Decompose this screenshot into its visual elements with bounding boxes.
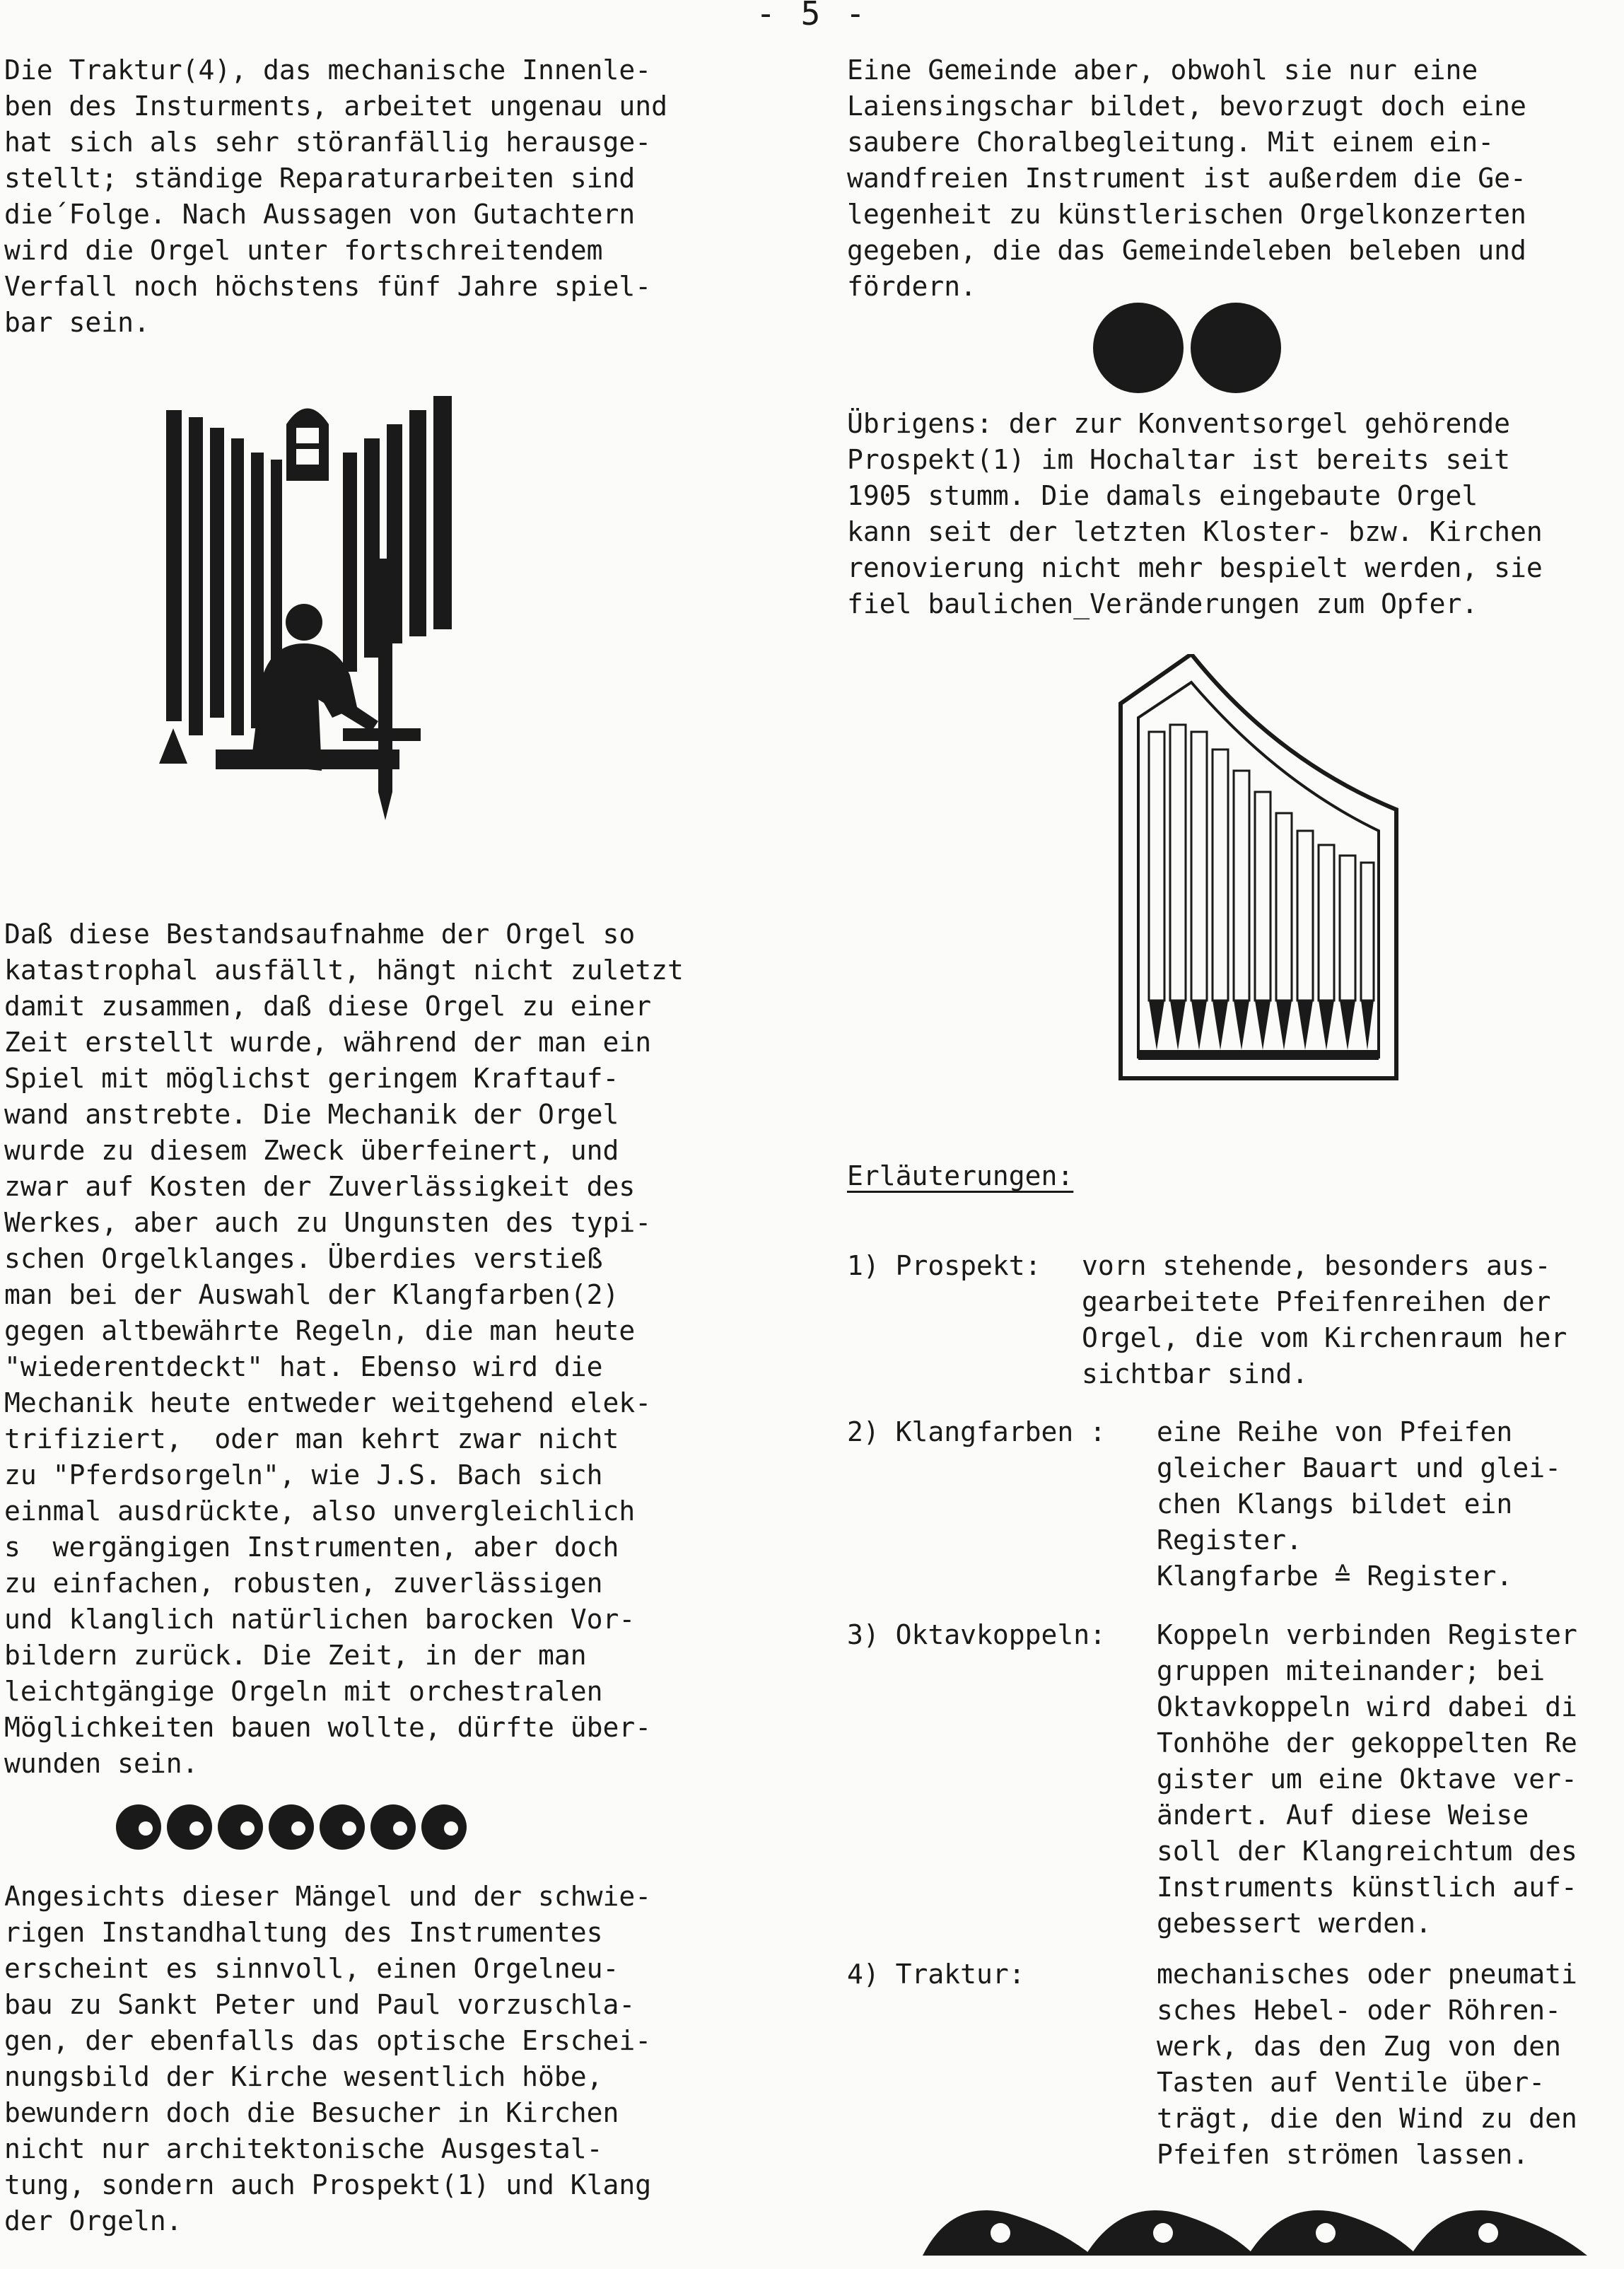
- glossary-term-1: 1) Prospekt:: [847, 1250, 1041, 1281]
- glossary-heading: Erläuterungen:: [847, 1160, 1074, 1191]
- left-paragraph-2: Daß diese Bestandsaufnahme der Orgel so katastrophal ausfällt, hängt nicht zuletzt damit zusammen, daß diese Orgel zu einer Zeit erstellt wurde, während der man ein Spiel mit möglichst geringem Kraftauf- wand anstrebte. Die Mechanik der Orgel wurde zu diesem Zweck überfeinert, und zwar auf Kosten der Zuverlässigkeit des Werkes, aber auch zu Ungunsten des typi- schen Orgelklanges. Überdies verstieß man bei der Auswahl der Klangfarben(2) gegen altbewährte Regeln, die man heute "wiederentdeckt" hat. Ebenso wird die Mechanik heute entweder weitgehend elek- trifiziert, oder man kehrt zwar nicht zu "Pferdsorgeln", wie J.S. Bach sich einmal ausdrückte, also unvergleichlich s wergängigen Instrumenten, aber doch zu einfachen, robusten, zuverlässigen und klanglich natürlichen barocken Vor- bildern zurück. Die Zeit, in der man leichtgängige Orgeln mit orchestralen Möglichkeiten bauen wollte, dürfte über- wunden sein.: [4, 918, 684, 1779]
- glossary-definition-2: eine Reihe von Pfeifen gleicher Bauart und glei- chen Klangs bildet ein Register. Klangfarbe ≙ Register.: [1157, 1416, 1561, 1592]
- page-number: - 5 -: [756, 0, 868, 33]
- glossary-term-2: 2) Klangfarben :: [847, 1416, 1106, 1447]
- glossary-term-3: 3) Oktavkoppeln:: [847, 1619, 1106, 1650]
- right-paragraph-1: Eine Gemeinde aber, obwohl sie nur eine Laiensingschar bildet, bevorzugt doch eine saubere Choralbegleitung. Mit einem ein- wandfreien Instrument ist außerdem die Ge- legenheit zu künstlerischen Orgelkonzerten gegeben, die das Gemeindeleben beleben und fördern.: [847, 54, 1526, 302]
- left-paragraph-3: Angesichts dieser Mängel und der schwie- rigen Instandhaltung des Instrumentes erscheint es sinnvoll, einen Orgelneu- bau zu Sankt Peter und Paul vorzuschla- gen, der ebenfalls das optische Erschei- nungsbild der Kirche wesentlich höbe, bewundern doch die Besucher in Kirchen nicht nur architektonische Ausgestal- tung, sondern auch Prospekt(1) und Klang der Orgeln.: [4, 1881, 652, 2236]
- organist-woodcut-illustration: [145, 396, 484, 841]
- floral-border-ornament: [923, 2199, 1587, 2263]
- left-paragraph-1: Die Traktur(4), das mechanische Innenle- ben des Insturments, arbeitet ungenau und hat sich als sehr störanfällig herausge- stellt; ständige Reparaturarbeiten sind die´Folge. Nach Aussagen von Gutachtern wird die Orgel unter fortschreitendem Verfall noch höchstens fünf Jahre spiel- bar sein.: [4, 54, 667, 338]
- dot-ornament: [1089, 298, 1287, 397]
- glossary-definition-3: Koppeln verbinden Register gruppen miteinander; bei Oktavkoppeln wird dabei di Tonhöhe der gekoppelten Re gister um eine Oktave ver- ändert. Auf diese Weise soll der Klangreichtum des Instruments künstlich auf- gebessert werden.: [1157, 1619, 1577, 1939]
- glossary-definition-4: mechanisches oder pneumati sches Hebel- oder Röhren- werk, das den Zug von den Tasten auf Ventile über- trägt, die den Wind zu den Pfeifen strömen lassen.: [1157, 1959, 1577, 2170]
- chain-ornament: [113, 1802, 509, 1853]
- glossary-term-4: 4) Traktur:: [847, 1959, 1025, 1990]
- organ-drawing-illustration: [1114, 654, 1403, 1092]
- glossary-definition-1: vorn stehende, besonders aus- gearbeitete Pfeifenreihen der Orgel, die vom Kirchenraum her sichtbar sind.: [1082, 1250, 1567, 1389]
- right-paragraph-2: Übrigens: der zur Konventsorgel gehörende Prospekt(1) im Hochaltar ist bereits seit 1905 stumm. Die damals eingebaute Orgel kann seit der letzten Kloster- bzw. Kirchen renovierung nicht mehr bespielt werden, sie fiel baulichen_Veränderungen zum Opfer.: [847, 408, 1543, 619]
